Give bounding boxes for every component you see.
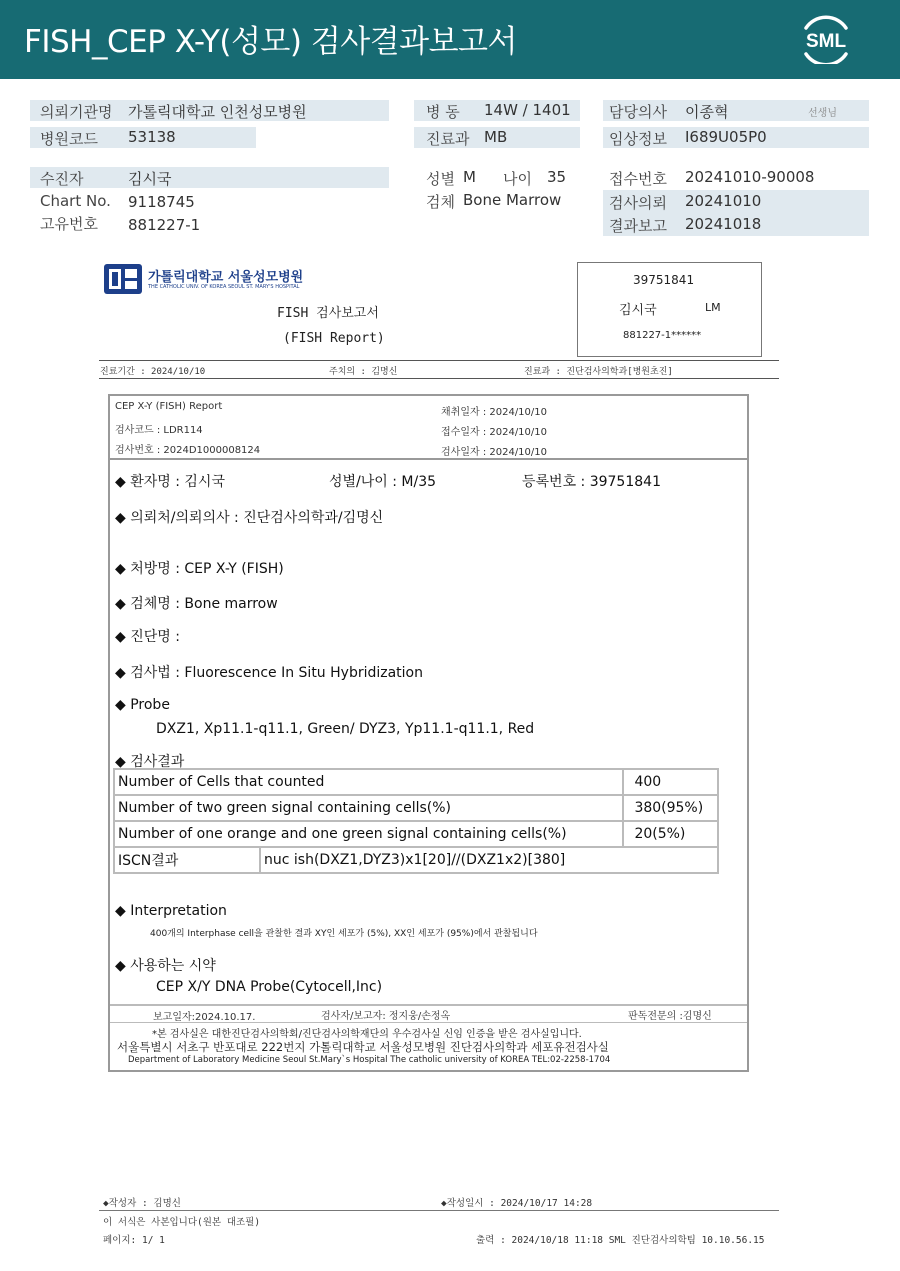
- probe-detail: DXZ1, Xp11.1-q11.1, Green/ DYZ3, Yp11.1-q11.1, Red: [156, 721, 535, 737]
- lab-address: 서울특별시 서초구 반포대로 222번지 가톨릭대학교 서울성모병원 진단검사의학과 세포유전검사실: [117, 1040, 609, 1054]
- footer-page: 페이지: 1/ 1: [103, 1235, 165, 1246]
- probe-heading: ◆ Probe: [115, 697, 170, 713]
- receipt-value: 20241010-90008: [685, 168, 815, 186]
- dept-label: 진료과: [426, 130, 470, 148]
- sex-age-line: 성별/나이 : M/35: [329, 474, 437, 490]
- patient-label: 수진자: [40, 170, 84, 188]
- id-label: 고유번호: [40, 215, 98, 233]
- stamp-id: 39751841: [633, 273, 695, 287]
- report-date: 보고일자:2024.10.17.: [153, 1012, 256, 1023]
- sex-value: M: [463, 168, 476, 186]
- chart-value: 9118745: [128, 193, 195, 211]
- method-line: ◆ 검사법 : Fluorescence In Situ Hybridization: [115, 665, 423, 681]
- sml-logo-text: SML: [805, 31, 847, 52]
- age-label: 나이: [503, 170, 532, 188]
- cert-divider: [110, 1022, 747, 1023]
- interpretation-heading: ◆ Interpretation: [115, 903, 227, 919]
- examiners: 검사자/보고자: 정지웅/손정옥: [321, 1011, 451, 1022]
- table-row: [114, 847, 718, 873]
- table-row: [114, 769, 718, 795]
- hospital-emblem-icon: [103, 263, 143, 295]
- chart-label: Chart No.: [40, 192, 111, 210]
- specimen-value: Bone Marrow: [463, 191, 562, 209]
- prescription-line: ◆ 처방명 : CEP X-Y (FISH): [115, 561, 284, 577]
- report-title-en: (FISH Report): [283, 331, 385, 346]
- age-value: 35: [547, 168, 567, 186]
- report-value: 20241018: [685, 215, 762, 233]
- clinical-label: 임상정보: [609, 130, 667, 148]
- result-label: Number of Cells that counted: [114, 769, 623, 795]
- reagent-heading: ◆ 사용하는 시약: [115, 958, 216, 974]
- divider-bottom: [99, 378, 779, 379]
- result-label: Number of one orange and one green signal containing cells(%): [114, 821, 623, 847]
- attending-text: 주치의 : 김명신: [329, 367, 398, 377]
- report-label: 결과보고: [609, 217, 667, 235]
- stamp-code: LM: [705, 301, 721, 314]
- receipt-label: 접수번호: [609, 170, 667, 188]
- interpretation-text: 400개의 Interphase cell을 관찰한 결과 XY인 세포가 (5%), XX인 세포가 (95%)에서 관찰됩니다: [150, 929, 538, 939]
- id-value: 881227-1: [128, 216, 201, 234]
- table-row: [114, 795, 718, 821]
- page-title: FISH_CEP X-Y(성모) 검사결과보고서: [24, 24, 517, 60]
- period-text: 진료기간 : 2024/10/10: [100, 367, 206, 377]
- iscn-value: nuc ish(DXZ1,DYZ3)x1[20]//(DXZ1x2)[380]: [260, 847, 718, 873]
- inst-value: 가톨릭대학교 인천성모병원: [128, 103, 307, 121]
- diagnosis-line: ◆ 진단명 :: [115, 629, 180, 645]
- ward-label: 병 동: [426, 103, 460, 121]
- code-value: 53138: [128, 128, 176, 146]
- table-row: [114, 821, 718, 847]
- report-no-line: 검사번호 : 2024D1000008124: [115, 445, 261, 456]
- footer-copy-note: 이 서식은 사본입니다(원본 대조필): [103, 1217, 261, 1228]
- report-code-line: 검사코드 : LDR114: [115, 425, 203, 436]
- sml-logo: [798, 14, 854, 64]
- request-value: 20241010: [685, 192, 762, 210]
- iscn-label: ISCN결과: [114, 847, 260, 873]
- result-value: 380(95%): [623, 795, 718, 821]
- footer-printed: 출력 : 2024/10/18 11:18 SML 진단검사의학팀 10.10.56.15: [476, 1235, 765, 1246]
- sex-label: 성별: [426, 170, 455, 188]
- exam-date-line: 검사일자 : 2024/10/10: [441, 447, 548, 458]
- referrer-line: ◆ 의뢰처/의뢰의사 : 진단검사의학과/김명신: [115, 510, 384, 526]
- footer-divider: [99, 1210, 779, 1211]
- certification-note: *본 검사실은 대한진단검사의학회/진단검사의학재단의 우수검사실 신임 인증을 받은 검사실입니다.: [152, 1029, 582, 1040]
- footer-written-date: ◆작성일시 : 2024/10/17 14:28: [441, 1198, 593, 1209]
- dept-value: MB: [484, 128, 508, 146]
- report-title: FISH 검사보고서: [277, 306, 379, 321]
- patient-value: 김시국: [128, 170, 172, 188]
- specialist: 판독전문의 :김명신: [628, 1011, 712, 1022]
- registration-line: 등록번호 : 39751841: [522, 474, 661, 490]
- reagent-text: CEP X/Y DNA Probe(Cytocell,Inc): [156, 979, 383, 995]
- result-label: Number of two green signal containing cells(%): [114, 795, 623, 821]
- divider-top: [99, 360, 779, 361]
- request-label: 검사의뢰: [609, 194, 667, 212]
- specimen-label: 검체: [426, 193, 455, 211]
- result-value: 400: [623, 769, 718, 795]
- stamp-name: 김시국: [619, 303, 657, 318]
- result-heading: ◆ 검사결과: [115, 754, 185, 770]
- report-header-divider: [110, 458, 747, 460]
- info-bar-patient: [30, 167, 389, 188]
- hospital-eng-name: THE CATHOLIC UNIV. OF KOREA SEOUL ST. MARY'S HOSPITAL: [148, 284, 300, 290]
- hospital-name: 가톨릭대학교 서울성모병원: [148, 270, 304, 285]
- inst-label: 의뢰기관명: [40, 103, 113, 121]
- report-title-line: CEP X-Y (FISH) Report: [115, 401, 223, 412]
- specimen-line: ◆ 검체명 : Bone marrow: [115, 596, 278, 612]
- code-label: 병원코드: [40, 130, 98, 148]
- department-text: 진료과 : 진단검사의학과[병원초진]: [524, 367, 673, 377]
- doctor-suffix: 선생님: [808, 108, 837, 119]
- patient-line: ◆ 환자명 : 김시국: [115, 474, 225, 490]
- receive-date-line: 접수일자 : 2024/10/10: [441, 427, 548, 438]
- clinical-value: I689U05P0: [685, 128, 767, 146]
- result-table: [113, 768, 719, 874]
- signature-divider: [110, 1004, 747, 1006]
- footer-writer: ◆작성자 : 김명신: [103, 1198, 181, 1209]
- stamp-rrn: 881227-1******: [623, 330, 702, 341]
- doctor-value: 이종혁: [685, 103, 729, 121]
- ward-value: 14W / 1401: [484, 101, 571, 119]
- result-value: 20(5%): [623, 821, 718, 847]
- lab-address-en: Department of Laboratory Medicine Seoul St.Mary`s Hospital The catholic university of KOREA TEL:02-2258-1704: [128, 1055, 611, 1065]
- doctor-label: 담당의사: [609, 103, 667, 121]
- collect-date-line: 채취일자 : 2024/10/10: [441, 407, 548, 418]
